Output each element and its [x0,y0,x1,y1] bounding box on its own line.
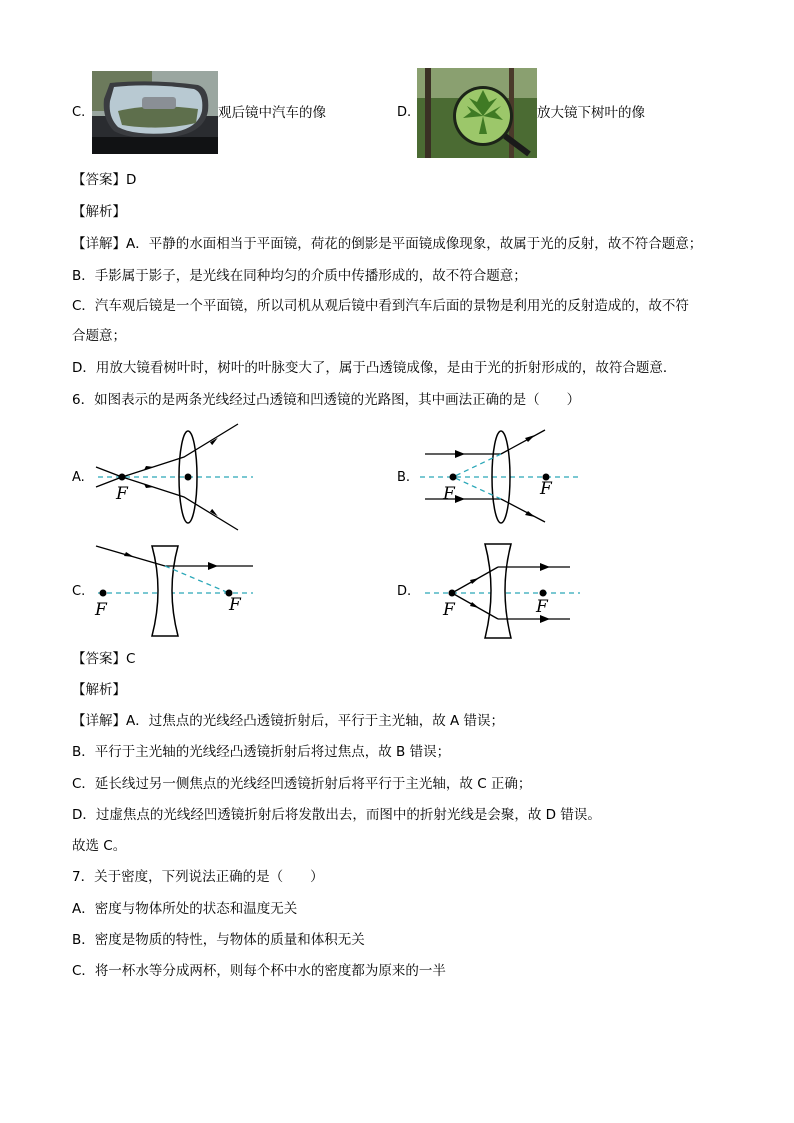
diagram-d-concave-lens [415,540,585,642]
q5-analysis-word: 解析 [85,204,113,220]
diagram-b-focus-label-right: F [540,479,552,499]
car-mirror-photo [92,71,218,154]
option-c-caption: 观后镜中汽车的像 [218,105,326,121]
diagram-b-convex-lens [415,422,585,532]
diagram-b-focus-label-left: F [443,484,455,504]
q5-detail-line-3: C．汽车观后镜是一个平面镜，所以司机从观后镜中看到汽车后面的景物是利用光的反射造成的，故不符 [72,298,689,314]
magnifier-leaf-photo [417,68,537,158]
q5-detail-line-4: 合题意； [72,328,126,344]
q5-answer: 【答案】D [72,172,137,188]
diagram-c-concave-lens [88,540,258,642]
diagram-d-focus-label-right: F [536,597,548,617]
diagram-a-focus-label: F [116,484,128,504]
q7-option-a: A．密度与物体所处的状态和温度无关 [72,901,298,917]
q5-detail-line-5: D．用放大镜看树叶时，树叶的叶脉变大了，属于凸透镜成像，是由于光的折射形成的，故符合题意． [72,360,677,376]
option-d-caption: 放大镜下树叶的像 [537,105,645,121]
q5-analysis-heading: 【解析】 [72,204,126,220]
magnifier-leaf-image [417,68,537,158]
q7-option-c: C．将一杯水等分成两杯，则每个杯中水的密度都为原来的一半 [72,963,446,979]
q6-detail-line-5: 故选 C。 [72,838,127,854]
q7-question: 7．关于密度，下列说法正确的是（ ） [72,869,324,885]
q5-detail-line-1: 【详解】A．平静的水面相当于平面镜，荷花的倒影是平面镜成像现象，故属于光的反射，故不符合题意； [72,236,703,252]
q6-detail-line-3: C．延长线过另一侧焦点的光线经凹透镜折射后将平行于主光轴，故 C 正确； [72,776,532,792]
diagram-c-focus-label-left: F [95,600,107,620]
q6-question: 6．如图表示的是两条光线经过凸透镜和凹透镜的光路图，其中画法正确的是（ ） [72,392,581,408]
q6-answer: 【答案】C [72,651,136,667]
q6-detail-line-4: D．过虚焦点的光线经凹透镜折射后将发散出去，而图中的折射光线是会聚，故 D 错误。 [72,807,601,823]
diagram-a-convex-lens [88,422,258,532]
q6-option-a-label: A. [72,470,85,485]
car-mirror-image [92,71,218,154]
diagram-c-focus-label-right: F [229,595,241,615]
option-d-label: D. [397,105,412,120]
q6-detail-line-1: 【详解】A．过焦点的光线经凸透镜折射后，平行于主光轴，故 A 错误； [72,713,505,729]
q6-analysis-word: 解析 [85,682,113,698]
q6-detail-line-2: B．平行于主光轴的光线经凸透镜折射后将过焦点，故 B 错误； [72,744,451,760]
q5-detail-line-2: B．手影属于影子，是光线在同种均匀的介质中传播形成的，故不符合题意； [72,268,527,284]
option-c-label: C. [72,105,86,120]
q7-option-b: B．密度是物质的特性，与物体的质量和体积无关 [72,932,365,948]
q6-option-d-label: D. [397,584,412,599]
q6-option-c-label: C. [72,584,86,599]
q6-analysis-heading: 【解析】 [72,682,126,698]
diagram-d-focus-label-left: F [443,600,455,620]
q6-option-b-label: B. [397,470,411,485]
